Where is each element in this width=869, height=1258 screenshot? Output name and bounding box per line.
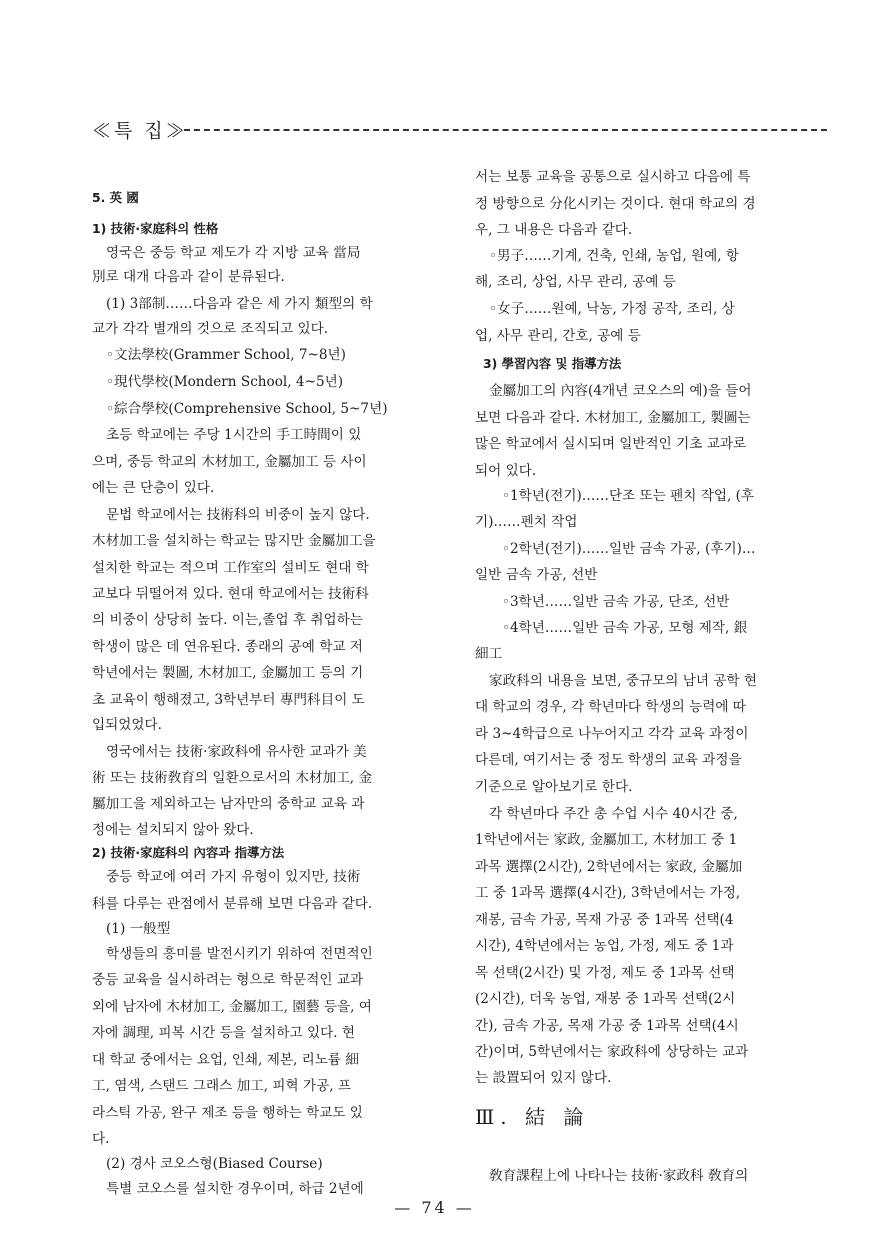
text-line: 재봉, 금속 가공, 목재 가공 중 1과목 선택(4	[475, 912, 734, 928]
text-line: (1) 3部制……다음과 같은 세 가지 類型의 학	[106, 296, 373, 312]
text-line: 다른데, 여기서는 중 정도 학생의 교육 과정을	[475, 752, 742, 768]
text-line: 일반 금속 가공, 선반	[475, 567, 598, 583]
text-line: 屬加工을 제외하고는 남자만의 중학교 교육 과	[92, 796, 365, 812]
text-line: 金屬加工의 內容(4개년 코오스의 예)을 들어	[489, 383, 752, 399]
header-dashed-rule	[184, 129, 827, 131]
text-line: 別로 대개 다음과 같이 분류된다.	[92, 269, 285, 285]
text-line: (1) 一般型	[106, 921, 171, 937]
text-line: 기준으로 알아보기로 한다.	[475, 779, 633, 795]
text-line: 영국에서는 技術·家政科에 유사한 교과가 美	[106, 744, 367, 760]
text-line: 라스틱 가공, 완구 제조 등을 행하는 학교도 있	[92, 1105, 363, 1121]
text-line: 초 교육이 행해졌고, 3학년부터 專門科目이 도	[92, 692, 365, 708]
text-line: 에는 큰 단층이 있다.	[92, 480, 215, 496]
text-line: ◦綜合學校(Comprehensive School, 5~7년)	[106, 401, 388, 417]
text-line: ◦2학년(전기)……일반 금속 가공, (후기)…	[502, 541, 756, 557]
text-line: 문법 학교에서는 技術科의 비중이 높지 않다.	[106, 507, 370, 523]
text-line: ◦4학년……일반 금속 가공, 모형 제작, 銀	[502, 620, 748, 636]
section-header	[92, 116, 827, 142]
text-line: 敎育課程上에 나타나는 技術·家政科 敎育의	[489, 1168, 749, 1184]
text-line: 서는 보통 교육을 공통으로 실시하고 다음에 특	[475, 169, 751, 185]
text-line: 보면 다음과 같다. 木材加工, 金屬加工, 製圖는	[475, 410, 751, 426]
text-line: 해, 조리, 상업, 사무 관리, 공예 등	[475, 274, 676, 290]
text-line: ◦女子……원예, 낙농, 가정 공작, 조리, 상	[489, 301, 735, 317]
section-heading: 1) 技術·家庭科의 性格	[92, 221, 219, 236]
text-line: 목 선택(2시간) 및 가정, 제도 중 1과목 선택	[475, 965, 735, 981]
header-title: ≪특 집≫	[92, 120, 188, 142]
text-line: ◦1학년(전기)……단조 또는 펜치 작업, (후	[502, 488, 755, 504]
text-line: 중등 교육을 실시하려는 형으로 학문적인 교과	[92, 972, 364, 988]
text-line: 설치한 학교는 적으며 工作室의 설비도 현대 학	[92, 560, 369, 576]
text-line: 으며, 중등 학교의 木材加工, 金屬加工 등 사이	[92, 454, 367, 470]
text-line: 工, 염색, 스탠드 그래스 加工, 피혁 가공, 프	[92, 1078, 352, 1094]
text-line: ◦文法學校(Grammer School, 7~8년)	[106, 347, 346, 363]
text-line: 다.	[92, 1131, 110, 1147]
text-line: 대 학교의 경우, 각 학년마다 학생의 능력에 따	[475, 699, 746, 715]
text-line: 木材加工을 설치하는 학교는 많지만 金屬加工을	[92, 533, 376, 549]
text-line: 교가 각각 별개의 것으로 조직되고 있다.	[92, 321, 329, 337]
text-line: 간), 금속 가공, 목재 가공 중 1과목 선택(4시	[475, 1018, 739, 1034]
text-line: 많은 학교에서 실시되며 일반적인 기초 교과로	[475, 436, 747, 452]
text-line: 細工	[475, 646, 503, 662]
text-line: 정에는 설치되지 않아 왔다.	[92, 822, 254, 838]
text-line: 각 학년마다 주간 총 수업 시수 40시간 중,	[489, 806, 738, 822]
text-line: 간)이며, 5학년에서는 家政科에 상당하는 교과	[475, 1044, 749, 1060]
text-line: 家政科의 내용을 보면, 중규모의 남녀 공학 현	[489, 673, 758, 689]
section-heading: 2) 技術·家庭科의 內容과 指導方法	[92, 845, 285, 860]
text-line: 의 비중이 상당히 높다. 이는,졸업 후 취업하는	[92, 612, 363, 628]
text-line: 정 방향으로 分化시키는 것이다. 현대 학교의 경	[475, 196, 756, 212]
text-line: 영국은 중등 학교 제도가 각 지방 교육 當局	[106, 245, 361, 261]
text-line: 외에 남자에 木材加工, 金屬加工, 園藝 등을, 여	[92, 999, 372, 1015]
text-line: 특별 코오스를 설치한 경우이며, 하급 2년에	[106, 1181, 364, 1197]
text-line: 학생들의 흥미를 발전시키기 위하여 전면적인	[106, 946, 373, 962]
chapter-heading: Ⅲ. 結 論	[475, 1106, 590, 1128]
text-line: 업, 사무 관리, 간호, 공예 등	[475, 328, 641, 344]
text-line: 시간), 4학년에서는 농업, 가정, 제도 중 1과	[475, 938, 734, 954]
text-line: 과목 選擇(2시간), 2학년에서는 家政, 金屬加	[475, 859, 743, 875]
text-line: (2) 경사 코오스형(Biased Course)	[106, 1156, 323, 1172]
text-line: 입되었었다.	[92, 717, 162, 733]
text-line: 1학년에서는 家政, 金屬加工, 木材加工 중 1	[475, 832, 738, 848]
section-heading: 5. 英 國	[92, 190, 139, 205]
text-line: 중등 학교에 여러 가지 유형이 있지만, 技術	[106, 869, 361, 885]
text-line: 교보다 뒤떨어져 있다. 현대 학교에서는 技術科	[92, 586, 369, 602]
text-line: 초등 학교에는 주당 1시간의 手工時間이 있	[106, 427, 362, 443]
text-line: 되어 있다.	[475, 463, 537, 479]
text-line: ◦現代學校(Mondern School, 4~5년)	[106, 374, 344, 390]
text-line: ◦男子……기계, 건축, 인쇄, 농업, 원예, 항	[489, 248, 740, 264]
text-line: ◦3학년……일반 금속 가공, 단조, 선반	[502, 594, 730, 610]
text-line: 科를 다루는 관점에서 분류해 보면 다음과 같다.	[92, 896, 373, 912]
text-line: 는 設置되어 있지 않다.	[475, 1070, 612, 1086]
text-line: 라 3~4학급으로 나누어지고 각각 교육 과정이	[475, 726, 749, 742]
text-line: 기)……펜치 작업	[475, 514, 578, 530]
text-line: 자에 調理, 피복 시간 등을 설치하고 있다. 현	[92, 1025, 356, 1041]
text-line: 工 중 1과목 選擇(4시간), 3학년에서는 가정,	[475, 885, 741, 901]
text-line: 우, 그 내용은 다음과 같다.	[475, 222, 633, 238]
page-number: — 74 —	[394, 1198, 475, 1217]
section-heading: 3) 學習內容 및 指導方法	[483, 356, 622, 371]
text-line: 학생이 많은 데 연유된다. 종래의 공예 학교 저	[92, 639, 363, 655]
text-line: 術 또는 技術敎育의 일환으로서의 木材加工, 金	[92, 770, 373, 786]
text-line: 대 학교 중에서는 요업, 인쇄, 제본, 리노륨 細	[92, 1052, 359, 1068]
text-line: 학년에서는 製圖, 木材加工, 金屬加工 등의 기	[92, 665, 364, 681]
text-line: (2시간), 더욱 농업, 재봉 중 1과목 선택(2시	[475, 991, 736, 1007]
